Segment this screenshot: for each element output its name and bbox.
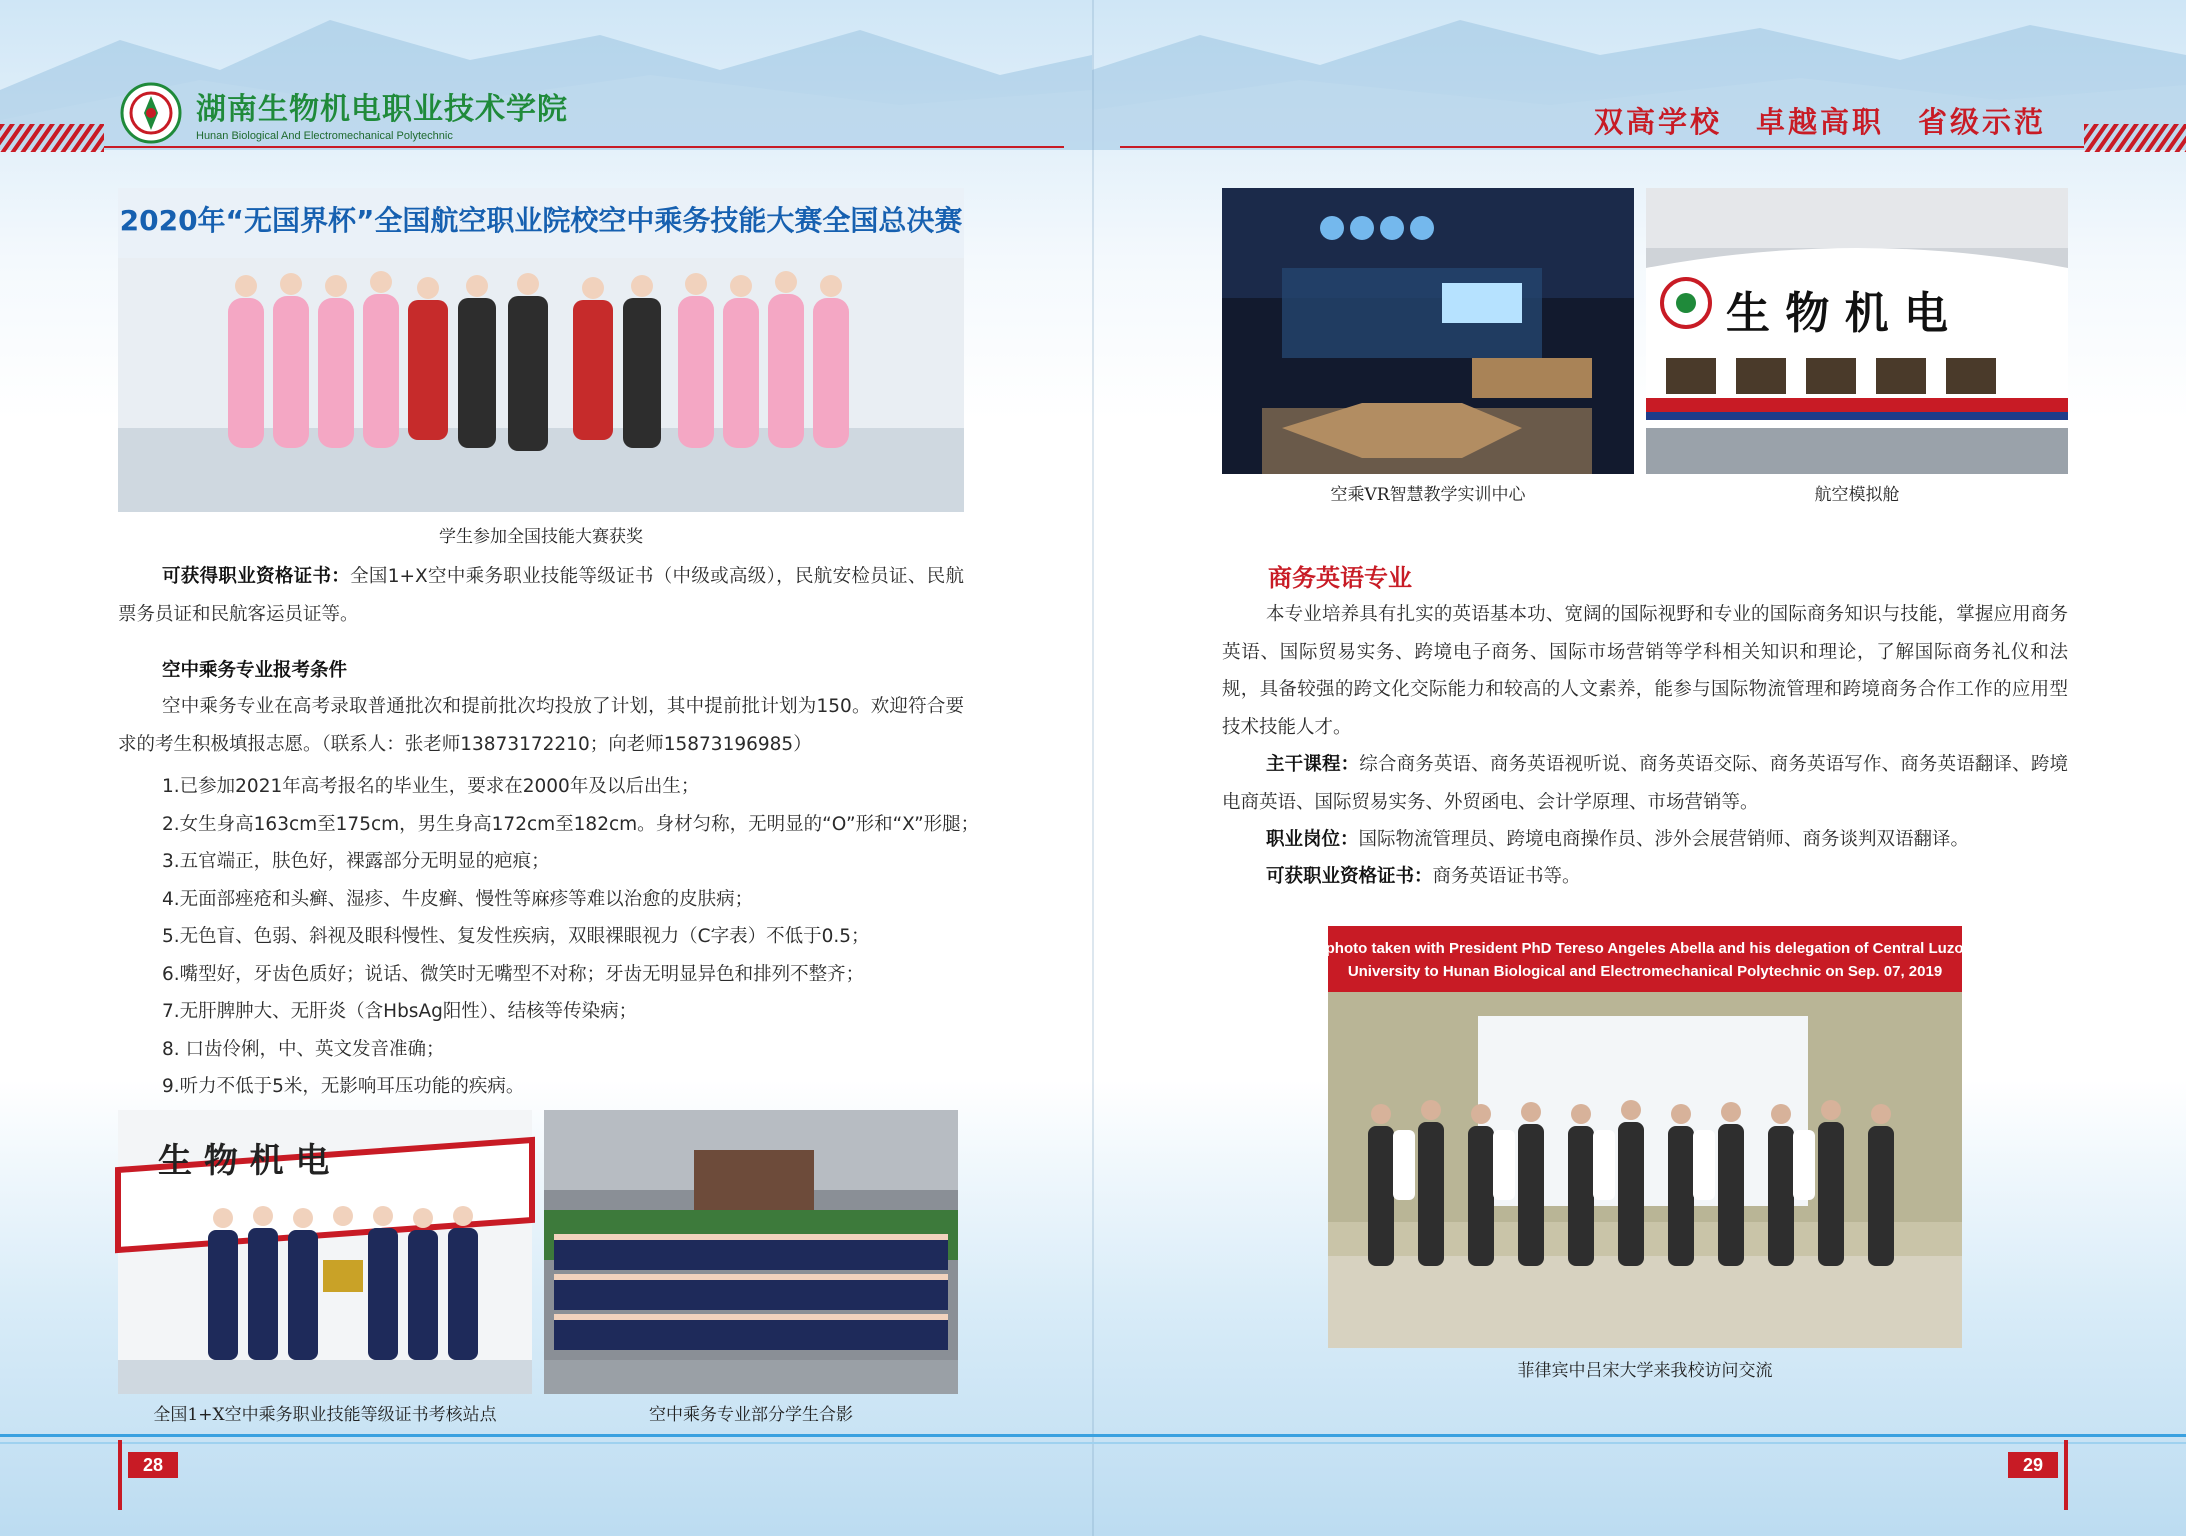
- header-stripe-left: [0, 124, 104, 152]
- cert-text: 商务英语证书等。: [1432, 866, 1581, 887]
- section-title: 商务英语专业: [1268, 563, 1412, 592]
- condition-item: 6.嘴型好，牙齿色质好；说话、微笑时无嘴型不对称；牙齿无明显异色和排列不整齐；: [162, 963, 865, 985]
- footer-rule: [0, 1442, 2186, 1444]
- photo-caption: 空中乘务专业部分学生合影: [649, 1405, 853, 1425]
- school-logo: [120, 82, 568, 144]
- condition-item: 4.无面部痤疮和头癣、湿疹、牛皮癣、慢性等麻疹等难以治愈的皮肤病；: [162, 888, 754, 910]
- cert-paragraph: [1222, 858, 2068, 896]
- school-name-cn: 湖南生物机电职业技术学院: [196, 92, 568, 127]
- conditions-heading: 空中乘务专业报考条件: [162, 660, 348, 681]
- vr-training-center-photo: [1222, 188, 1634, 474]
- jobs-label: 职业岗位：: [1266, 829, 1359, 850]
- school-name-en: Hunan Biological And Electromechanical Polytechnic: [196, 130, 453, 142]
- page-number-left: 28: [128, 1452, 178, 1478]
- conditions-list: [162, 768, 982, 1106]
- competition-award-photo: [118, 188, 964, 512]
- courses-paragraph: [1222, 746, 2068, 821]
- condition-item: 5.无色盲、色弱、斜视及眼科慢性、复发性疾病，双眼裸眼视力（C字表）不低于0.5；: [162, 926, 870, 947]
- certificate-text: 全国1+X空中乘务职业技能等级证书（中级或高级），民航安检员证、民航票务员证和民航客运员证等。: [118, 566, 964, 625]
- certificate-label: 可获得职业资格证书：: [162, 566, 351, 587]
- condition-item: 3.五官端正，肤色好，裸露部分无明显的疤痕；: [162, 851, 550, 872]
- footer-tick-left: [118, 1440, 122, 1510]
- major-intro: 本专业培养具有扎实的英语基本功、宽阔的国际视野和专业的国际商务知识与技能，掌握应用商务英语、国际贸易实务、跨境电子商务、国际市场营销等学科相关知识和理论，了解国际商务礼仪和法规，具备较强的跨文化交际能力和较高的人文素养，能参与国际物流管理和跨境商务合作工作的应用型技术技能人才。: [1222, 604, 2068, 738]
- photo-caption: 菲律宾中吕宋大学来我校访问交流: [1517, 1361, 1773, 1381]
- photo-caption: 全国1+X空中乘务职业技能等级证书考核站点: [153, 1405, 497, 1425]
- cert-label: 可获职业资格证书：: [1266, 866, 1433, 887]
- page-fold: [1092, 0, 1094, 1536]
- group-banner-line-2: University to Hunan Biological and Electromechanical Polytechnic on Sep. 07, 2019: [1347, 963, 1943, 980]
- certificate-paragraph: [118, 558, 964, 633]
- header-rule-right: [1120, 146, 2084, 148]
- footer-tick-right: [2064, 1440, 2068, 1510]
- slogan-item: 卓越高职: [1755, 105, 1884, 139]
- footer-rule: [0, 1434, 2186, 1437]
- condition-item: 2.女生身高163cm至175cm，男生身高172cm至182cm。身材匀称，无明显的“O”形和“X”形腿；: [162, 813, 980, 835]
- condition-item: 8. 口齿伶俐，中、英文发音准确；: [162, 1038, 445, 1060]
- condition-item: 7.无肝脾肿大、无肝炎（含HbsAg阳性）、结核等传染病；: [162, 1001, 638, 1022]
- header-stripe-right: [2084, 124, 2186, 152]
- simulator-sign-text: 生 物 机 电: [1726, 288, 1948, 339]
- slogan-item: 双高学校: [1593, 105, 1722, 139]
- competition-banner-text: 2020年“无国界杯”全国航空职业院校空中乘务技能大赛全国总决赛: [119, 204, 963, 237]
- courses-text: 综合商务英语、商务英语视听说、商务英语交际、商务英语写作、商务英语翻译、跨境电商英语、国际贸易实务、外贸函电、会计学原理、市场营销等。: [1222, 754, 2068, 813]
- condition-item: 9.听力不低于5米，无影响耳压功能的疾病。: [162, 1076, 525, 1097]
- school-slogan: [1594, 100, 2046, 141]
- aviation-simulator-photo: [1646, 188, 2068, 474]
- jobs-text: 国际物流管理员、跨境电商操作员、涉外会展营销师、商务谈判双语翻译。: [1358, 829, 1970, 850]
- group-photo-students: [544, 1110, 958, 1394]
- photo-caption: 航空模拟舱: [1814, 485, 1900, 505]
- photo-caption: 空乘VR智慧教学实训中心: [1330, 485, 1526, 505]
- school-emblem-icon: [120, 82, 182, 144]
- slogan-item: 省级示范: [1917, 105, 2046, 139]
- condition-item: 1.已参加2021年高考报名的毕业生，要求在2000年及以后出生；: [162, 776, 700, 797]
- delegation-group-photo: [1276, 926, 2014, 1348]
- page-number-right: 29: [2008, 1452, 2058, 1478]
- certification-site-photo: [118, 1110, 532, 1394]
- photo-caption: 学生参加全国技能大赛获奖: [439, 527, 643, 547]
- header-rule-left: [104, 146, 1064, 148]
- site-sign-text: 生 物 机 电: [158, 1141, 330, 1181]
- group-banner-line-1: Group photo taken with President PhD Tereso Angeles Abella and his delegation of Central Luzon State: [1276, 940, 2014, 957]
- courses-label: 主干课程：: [1266, 754, 1360, 775]
- conditions-intro: 空中乘务专业在高考录取普通批次和提前批次均投放了计划，其中提前批计划为150。欢迎符合要求的考生积极填报志愿。（联系人：张老师13873172210；向老师15873196985）: [118, 696, 964, 755]
- jobs-paragraph: [1222, 821, 2068, 859]
